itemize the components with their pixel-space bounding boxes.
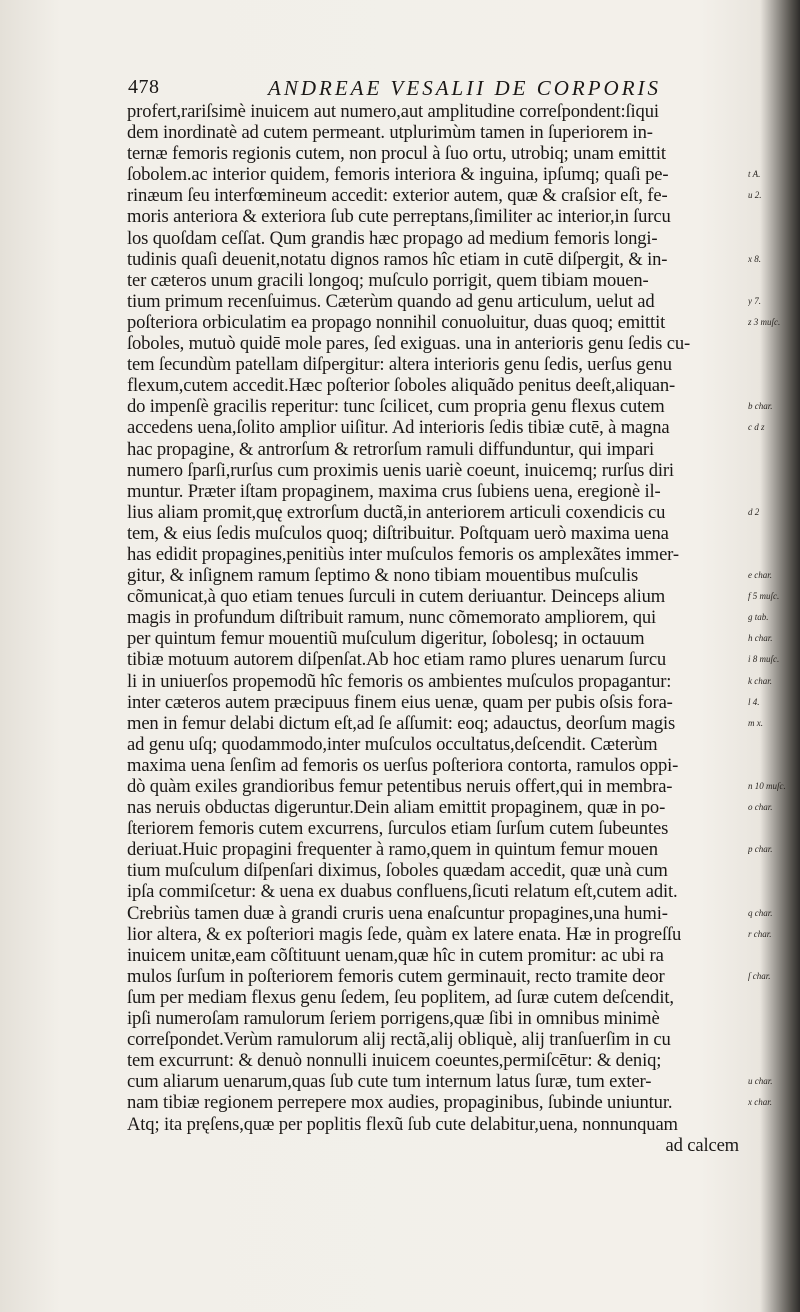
margin-note: l 4.: [748, 696, 760, 707]
margin-note: [748, 375, 796, 396]
margin-note: [748, 818, 796, 839]
margin-note: [748, 333, 796, 354]
text-line: has edidit propagines,penitiùs inter muſculos femoris os amplexãtes immer-: [127, 543, 679, 565]
margin-note: [748, 270, 796, 291]
text-line: flexum,cutem accedit.Hæc poſterior ſoboles aliquãdo penitus deeſt,aliquan-: [127, 375, 676, 397]
text-line: ternæ femoris regionis cutem, non procul à ſuo ortu, utrobiq; unam emittit: [127, 143, 666, 165]
text-line: ſteriorem femoris cutem excurrens, ſurculos etiam ſurſum cutem ſubeuntes: [127, 818, 669, 840]
margin-note: [748, 734, 796, 755]
text-line: tem ſecundùm patellam diſpergitur: altera interioris genu ſedis, uerſus genu: [127, 354, 672, 376]
text-line: cõmunicat,à quo etiam tenues ſurculi in cutem deriuantur. Deinceps alium: [127, 586, 666, 608]
margin-note: h char.: [748, 633, 773, 644]
margin-note: [748, 523, 796, 544]
text-line: ſoboles, mutuò quidē mole pares, ſed exiguas. una in anterioris genu ſedis cu-: [127, 333, 691, 355]
margin-note: p char.: [748, 844, 773, 855]
margin-note: o char.: [748, 802, 773, 813]
margin-note: [748, 143, 796, 164]
margin-note: [748, 544, 796, 565]
margin-note: e char.: [748, 570, 772, 581]
text-line: gitur, & inſignem ramum ſeptimo & nono tibiam mouentibus muſculis: [127, 565, 639, 587]
margin-note: [748, 881, 796, 902]
margin-note: [748, 122, 796, 143]
margin-note: [748, 945, 796, 966]
text-line: nam tibiæ regionem perrepere mox audies, propaginibus, ſubinde uniuntur.: [127, 1092, 673, 1114]
margin-note: u 2.: [748, 190, 762, 201]
text-line: deriuat.Huic propagini frequenter à ramo,quem in quintum femur mouen: [127, 839, 658, 861]
text-line: correſpondet.Verùm ramulorum alij rectã,alij obliquè, alij tranſuerſim in cu: [127, 1029, 671, 1051]
text-line: ipſa commiſcetur: & uena ex duabus confluens,ſicuti relatum eſt,cutem adit.: [127, 881, 678, 903]
text-line: ſobolem.ac interior quidem, femoris interiora & inguina, ipſumq; quaſi pe-: [127, 164, 669, 186]
margin-note: [748, 1029, 796, 1050]
page-number: 478: [128, 76, 160, 98]
text-line: numero ſparſi,rurſus cum proximis uenis uariè coeunt, inuicemq; rurſus diri: [127, 459, 674, 481]
text-line: nas neruis obductas digeruntur.Dein aliam emittit propaginem, quæ in po-: [127, 797, 666, 819]
text-line: li in uniuerſos propemodũ hîc femoris os ambientes muſculos propagantur:: [127, 670, 672, 692]
margin-note: [748, 101, 796, 122]
margin-note: t A.: [748, 169, 761, 180]
margin-note: u char.: [748, 1076, 773, 1087]
margin-note: [748, 860, 796, 881]
text-line: tium muſculum diſpenſari diximus, ſoboles quædam accedit, quæ unà cum: [127, 860, 668, 882]
text-line: Atq; ita pręſens,quæ per poplitis flexũ ſub cute delabitur,uena, nonnunquam: [127, 1113, 678, 1135]
margin-note: b char.: [748, 401, 773, 412]
margin-note: [748, 1008, 796, 1029]
text-line: lius aliam promit,quę extrorſum ductã,in anteriorem articuli coxendicis cu: [127, 501, 666, 523]
margin-note: [748, 1135, 796, 1156]
text-line: ipſi numeroſam ramulorum ſeriem porrigens,quæ ſibi in omnibus minimè: [127, 1008, 660, 1030]
margin-note: [748, 206, 796, 227]
text-line: accedens uena,ſolito amplior uiſitur. Ad interioris ſedis tibiæ cutē, à magna: [127, 417, 670, 439]
margin-note: i 8 muſc.: [748, 654, 780, 665]
margin-note: n 10 muſc.: [748, 781, 786, 791]
text-line: tibiæ motuum autorem diſpenſat.Ab hoc etiam ramo plures uenarum ſurcu: [127, 649, 667, 671]
margin-note: y 7.: [748, 295, 761, 306]
margin-note: x char.: [748, 1097, 772, 1108]
text-line: ad calcem: [665, 1134, 739, 1156]
page-header: [128, 76, 728, 102]
text-line: rinæum ſeu interfœmineum accedit: exterior autem, quæ & craſsior eſt, fe-: [127, 185, 668, 207]
text-line: tem excurrunt: & denuò nonnulli inuicem coeuntes,permiſcētur: & deniq;: [127, 1050, 662, 1072]
text-line: men in femur delabi dictum eſt,ad ſe aſſumit: eoq; adauctus, deorſum magis: [127, 712, 676, 734]
text-line: tium primum recenſuimus. Cæterùm quando ad genu articulum, uelut ad: [127, 290, 655, 312]
margin-note: ſ char.: [748, 970, 771, 981]
text-line: inuicem unitæ,eam cõſtituunt uenam,quæ hîc in cutem promitur: ac ubi ra: [127, 944, 664, 966]
text-line: ad genu uſq; quodammodo,inter muſculos occultatus,deſcendit. Cæterùm: [127, 733, 658, 755]
text-line: moris anteriora & exteriora ſub cute perreptans,ſimiliter ac interior,in ſurcu: [127, 206, 671, 228]
margin-note: r char.: [748, 928, 772, 939]
text-line: per quintum femur mouentiũ muſculum digeritur, ſobolesq; in octauum: [127, 628, 645, 650]
text-line: Crebriùs tamen duæ à grandi cruris uena enaſcuntur propagines,una humi-: [127, 902, 668, 924]
margin-note: q char.: [748, 907, 773, 918]
text-line: ter cæteros unum gracili longoq; muſculo porrigit, quem tibiam mouen-: [127, 269, 649, 291]
running-head: ANDREAE VESALII DE CORPORIS: [268, 76, 662, 100]
margin-note: k char.: [748, 675, 772, 686]
margin-note: [748, 1114, 796, 1135]
text-line: profert,rariſsimè inuicem aut numero,aut amplitudine correſpondent:ſiqui: [127, 101, 659, 122]
text-line: poſteriora orbiculatim ea propago nonnihil conuoluitur, duas quoq; emittit: [127, 311, 666, 333]
text-line: ſum per mediam flexus genu ſedem, ſeu poplitem, ad ſuræ cutem deſcendit,: [127, 986, 674, 1008]
text-line: hac propagine, & antrorſum & retrorſum ramuli diffunduntur, qui impari: [127, 438, 654, 460]
margin-note: g tab.: [748, 612, 769, 623]
text-line: tudinis quaſi deuenit,notatu dignos ramos hîc etiam in cutē diſpergit, & in-: [127, 248, 668, 270]
text-line: inter cæteros autem præcipuus finem eius uenæ, quam per pubis oſsis fora-: [127, 691, 673, 713]
text-line: dem inordinatè ad cutem permeant. utplurimùm tamen in ſuperiorem in-: [127, 122, 653, 144]
margin-note: [748, 1050, 796, 1071]
margin-note: [748, 460, 796, 481]
margin-note: f 5 muſc.: [748, 591, 780, 602]
text-line: dò quàm exiles grandioribus femur petentibus neruis offert,qui in membra-: [127, 776, 673, 797]
margin-note: [748, 481, 796, 502]
margin-note: [748, 439, 796, 460]
margin-note: [748, 987, 796, 1008]
text-line: cum aliarum uenarum,quas ſub cute tum internum latus ſuræ, tum exter-: [127, 1071, 652, 1093]
margin-note: [748, 228, 796, 249]
text-line: magis in profundum diſtribuit ramum, nunc cõmemorato ampliorem, qui: [127, 607, 657, 629]
margin-note: m x.: [748, 717, 763, 728]
text-line: los quoſdam ceſſat. Qum grandis hæc propago ad medium femoris longi-: [127, 227, 658, 249]
text-line: mulos ſurſum in poſteriorem femoris cutem germinauit, recto tramite deor: [127, 965, 665, 987]
margin-note: d 2: [748, 506, 760, 517]
text-line: maxima uena ſenſim ad femoris os uerſus poſteriora contorta, ramulos oppi-: [127, 754, 679, 776]
margin-note: z 3 muſc.: [748, 316, 781, 327]
margin-note: [748, 354, 796, 375]
text-line: tem, & eius ſedis muſculos quoq; diſtribuitur. Poſtquam uerò maxima uena: [127, 522, 669, 544]
margin-notes: [748, 101, 796, 1156]
margin-note: c d z: [748, 422, 765, 433]
margin-note: x 8.: [748, 253, 761, 264]
text-line: do impenſè gracilis reperitur: tunc ſcilicet, cum propria genu flexus cutem: [127, 396, 665, 418]
body-text: [127, 101, 747, 1156]
margin-note: [748, 755, 796, 776]
text-line: muntur. Præter iſtam propaginem, maxima crus ſubiens uena, eregionè il-: [127, 480, 661, 502]
text-line: lior altera, & ex poſteriori magis ſede, quàm ex latere enata. Hæ in progreſſu: [127, 923, 682, 945]
